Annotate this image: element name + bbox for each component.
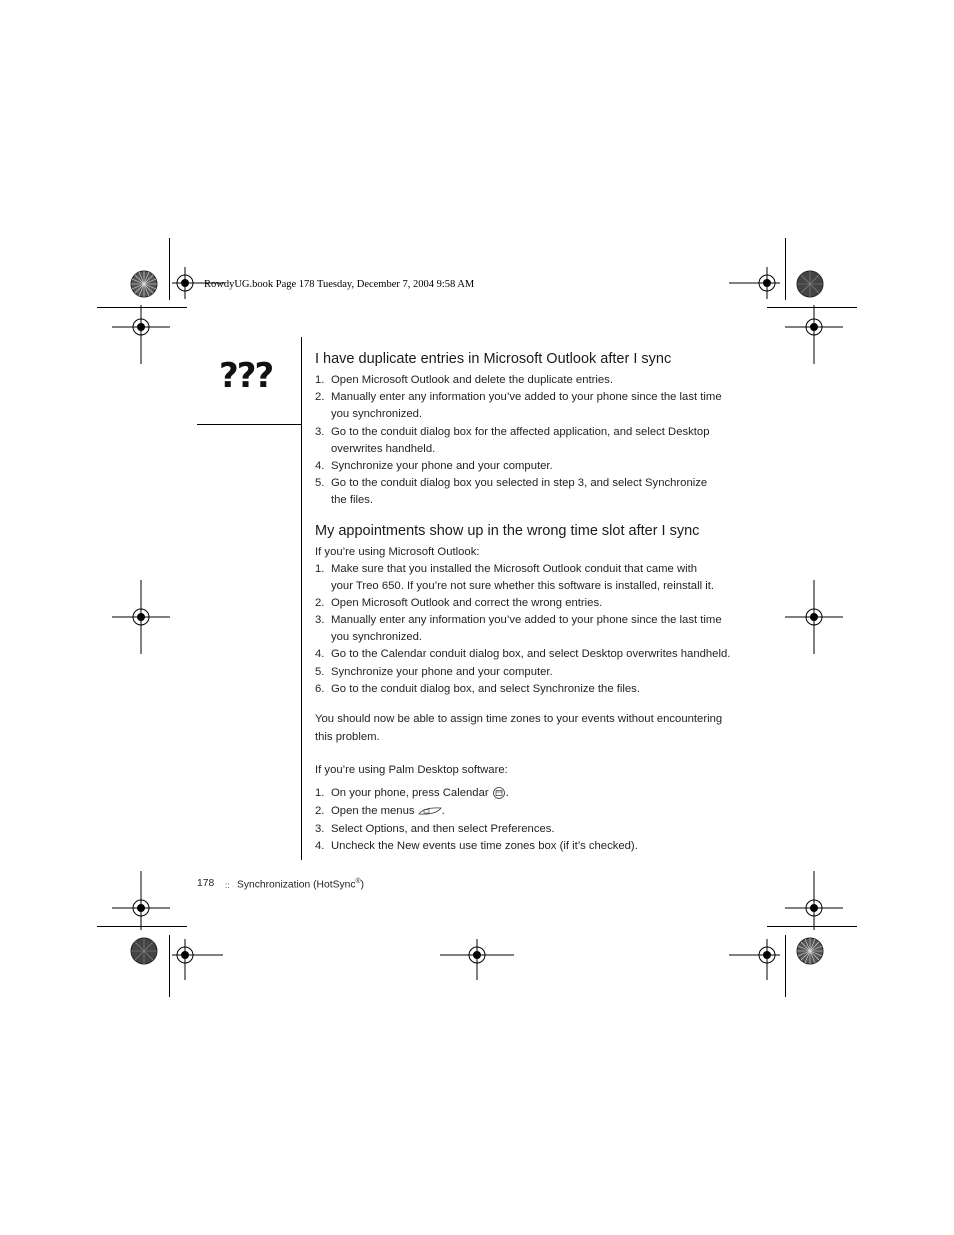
column-divider [301, 337, 302, 860]
menu-key-icon [418, 805, 442, 817]
note-paragraph: You should now be able to assign time zones to your events without encountering this problem. [315, 713, 723, 743]
crosshair-icon [440, 939, 514, 980]
footer-chapter: Synchronization (HotSync®) [237, 878, 365, 891]
starburst-icon [131, 938, 157, 964]
crosshair-icon [112, 305, 170, 364]
intro-outlook: If you’re using Microsoft Outlook: [315, 546, 480, 558]
starburst-icon [797, 938, 823, 964]
crosshair-icon [729, 939, 780, 980]
crosshair-icon [729, 267, 780, 299]
page-number: 178 [197, 878, 215, 889]
crosshair-icon [785, 305, 843, 364]
print-header: RowdyUG.book Page 178 Tuesday, December 7, 2004 9:58 AM [204, 279, 475, 290]
crosshair-icon [785, 580, 843, 654]
question-marks-icon: ??? [219, 356, 273, 396]
section-heading-duplicates: I have duplicate entries in Microsoft Outlook after I sync [315, 351, 672, 367]
sidebar-rule [197, 424, 302, 425]
crosshair-icon [112, 871, 170, 930]
crosshair-icon [785, 871, 843, 930]
starburst-icon [131, 271, 157, 297]
crosshair-icon [112, 580, 170, 654]
intro-palm-desktop: If you’re using Palm Desktop software: [315, 764, 508, 776]
starburst-icon [797, 271, 823, 297]
calendar-key-icon [492, 786, 506, 800]
crosshair-icon [172, 939, 223, 980]
section-heading-time-slot: My appointments show up in the wrong time slot after I sync [315, 523, 700, 539]
footer-separator: :: [225, 881, 230, 890]
